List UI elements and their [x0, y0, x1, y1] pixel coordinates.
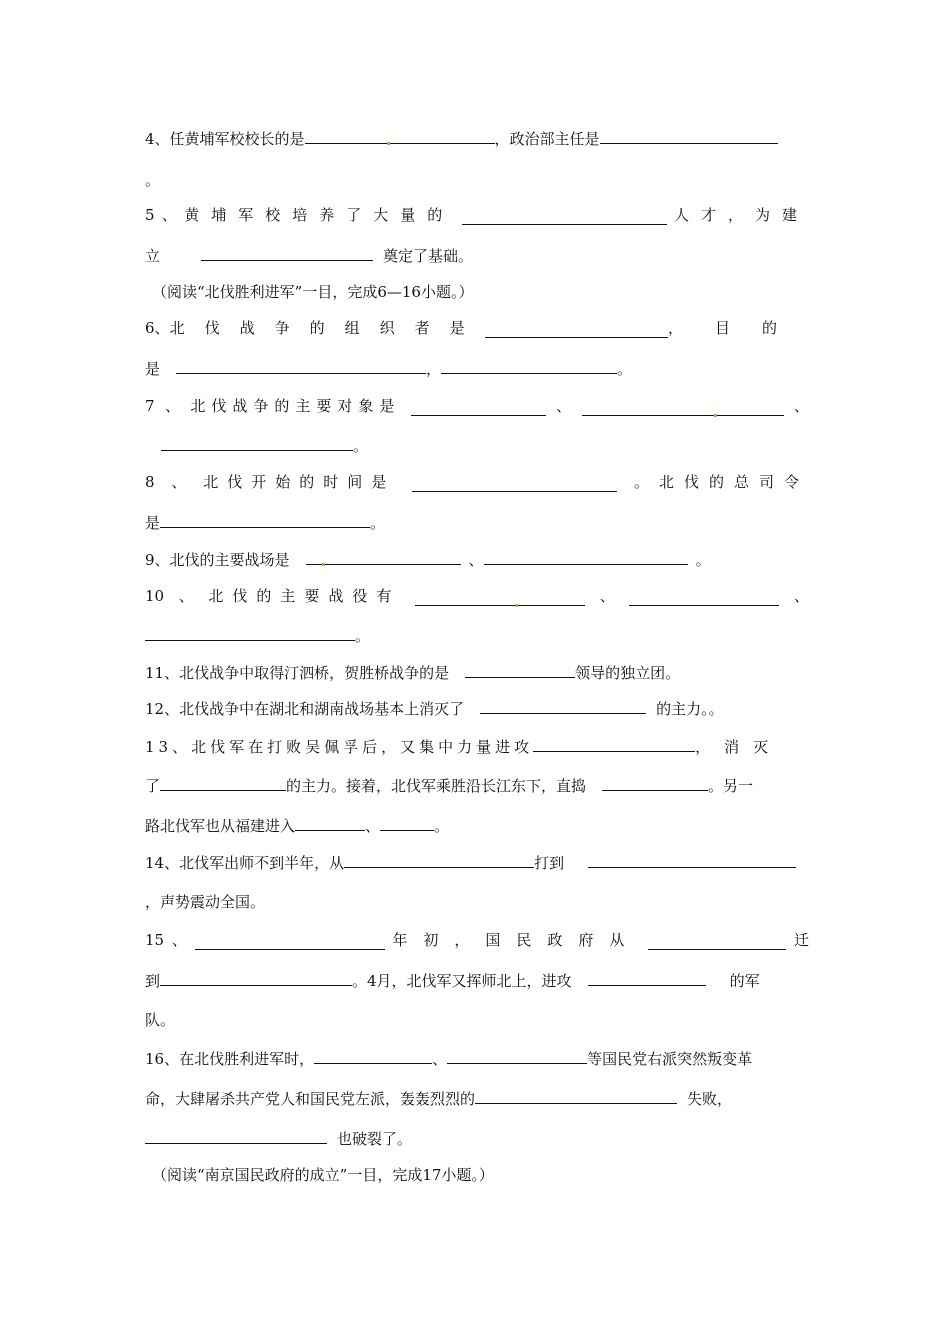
question-10-line-1 — [145, 586, 809, 606]
question-4-line-2 — [145, 170, 809, 190]
question-text: 、 — [164, 397, 180, 415]
question-16-line-2 — [145, 1088, 809, 1108]
question-text: 、 — [599, 587, 615, 605]
answer-blank[interactable] — [602, 775, 708, 791]
question-text: 、 — [161, 206, 177, 224]
question-text: 、 — [154, 319, 170, 337]
question-text: 黄埔军校培养了大量的 — [184, 206, 455, 224]
question-text: 奠定了基础。 — [383, 247, 474, 265]
answer-blank[interactable] — [295, 815, 365, 831]
question-text: 9、北伐的主要战场是 — [145, 551, 290, 569]
question-text: 了 — [145, 777, 161, 795]
answer-blank[interactable] — [462, 209, 667, 225]
question-11 — [145, 662, 809, 682]
question-text: ， — [426, 360, 442, 378]
question-text: 北伐战争的组织者是 — [169, 319, 485, 337]
question-text: 失败， — [687, 1090, 733, 1108]
question-5-line-2 — [145, 245, 809, 265]
question-text: 、 — [793, 397, 809, 415]
answer-blank[interactable] — [161, 435, 353, 451]
question-text: 12、北伐战争中在湖北和湖南战场基本上消灭了 — [145, 700, 465, 718]
question-text: 是 — [145, 360, 161, 378]
question-text: 的军 — [729, 972, 760, 990]
question-text: 。 — [617, 360, 633, 378]
question-text: 11、北伐战争中取得汀泗桥，贺胜桥战争的是 — [145, 664, 450, 682]
question-text: 。 — [145, 171, 161, 189]
question-text: 也破裂了。 — [337, 1130, 413, 1148]
question-text: 、 — [171, 931, 187, 949]
question-8-line-2 — [145, 512, 809, 532]
question-6-line-2 — [145, 358, 809, 378]
question-number: 10 — [145, 587, 165, 605]
question-text: 北伐的主要战役有 — [208, 587, 401, 605]
question-text: 路北伐军也从福建进入 — [145, 817, 296, 835]
question-14-line-1 — [145, 852, 809, 872]
answer-blank[interactable] — [160, 970, 352, 986]
answer-blank[interactable] — [380, 815, 434, 831]
question-text: 、 — [178, 587, 194, 605]
answer-blank[interactable] — [441, 358, 617, 374]
answer-blank[interactable] — [201, 245, 373, 261]
question-text: 16、在北伐胜利进军时， — [145, 1050, 315, 1068]
answer-blank[interactable] — [411, 400, 546, 416]
question-13-line-2 — [145, 775, 809, 795]
answer-blank[interactable] — [176, 358, 426, 374]
question-text: 13、北伐军在打败吴佩孚后，又集中力量进攻 — [145, 738, 534, 756]
question-text: 队。 — [145, 1011, 176, 1029]
question-text: 命，大肆屠杀共产党人和国民党左派，轰轰烈烈的 — [145, 1090, 476, 1108]
answer-blank[interactable] — [447, 1048, 587, 1064]
question-number: 5 — [145, 206, 155, 224]
answer-blank[interactable] — [588, 970, 706, 986]
question-text: ，消灭 — [695, 738, 783, 756]
question-text: 、 — [432, 1050, 448, 1068]
question-number: 7 — [145, 397, 155, 415]
question-10-line-2 — [145, 625, 809, 645]
question-4-line-1 — [145, 128, 809, 148]
question-6-line-1 — [145, 318, 809, 338]
question-text: 、 — [556, 397, 572, 415]
question-7-line-1 — [145, 396, 809, 416]
question-text: 。 — [355, 627, 371, 645]
question-7-line-2 — [145, 435, 809, 455]
question-text: 、 — [171, 473, 187, 491]
answer-blank[interactable] — [160, 512, 370, 528]
question-text: 、 — [793, 587, 809, 605]
answer-blank[interactable] — [195, 934, 385, 950]
question-text: 的主力。。 — [656, 700, 724, 718]
question-text: 北伐战争的主要对象是 — [190, 397, 401, 415]
question-text: 到 — [145, 972, 161, 990]
question-15-line-3 — [145, 1010, 809, 1030]
question-text: ，目的 — [667, 319, 809, 337]
answer-blank[interactable] — [484, 549, 688, 565]
question-5-line-1 — [145, 205, 809, 225]
question-text: 北伐开始的时间是 — [203, 473, 396, 491]
question-15-line-2 — [145, 970, 809, 990]
answer-blank[interactable] — [145, 625, 355, 641]
question-number: 6 — [145, 319, 155, 337]
question-text: 。北伐的总司令 — [633, 473, 809, 491]
answer-blank[interactable] — [629, 590, 779, 606]
answer-blank[interactable] — [475, 1088, 677, 1104]
question-text: 14、北伐军出师不到半年，从 — [145, 854, 345, 872]
question-text: 。 — [353, 437, 369, 455]
question-text: 打到 — [534, 854, 565, 872]
question-number: 8 — [145, 473, 155, 491]
question-text: 。4月，北伐军又挥师北上，进攻 — [352, 972, 572, 990]
question-text: 年初，国民政府从 — [392, 931, 641, 949]
question-number: 15 — [145, 931, 165, 949]
question-13-line-1 — [145, 736, 809, 756]
question-13-line-3 — [145, 815, 809, 835]
answer-blank[interactable] — [588, 852, 796, 868]
answer-blank[interactable] — [600, 128, 778, 144]
question-text: 的主力。接着，北伐军乘胜沿长江东下，直捣 — [286, 777, 587, 795]
question-text: 、 — [365, 817, 381, 835]
answer-blank[interactable] — [160, 775, 286, 791]
question-text: 。另一 — [708, 777, 754, 795]
reading-note-17: （阅读“南京国民政府的成立”一目，完成17小题。） — [152, 1166, 494, 1184]
question-text: 、 — [468, 551, 484, 569]
question-14-line-2 — [145, 892, 809, 912]
answer-blank[interactable] — [306, 549, 461, 565]
question-9 — [145, 549, 809, 569]
question-text: 立 — [145, 247, 161, 265]
question-text: ，声势震动全国。 — [145, 893, 266, 911]
question-text: 人才，为建 — [673, 206, 809, 224]
answer-blank[interactable] — [305, 128, 495, 144]
answer-blank[interactable] — [344, 852, 534, 868]
question-text: 迁 — [793, 931, 809, 949]
question-text: 。 — [434, 817, 450, 835]
answer-blank[interactable] — [648, 934, 786, 950]
question-text: 领导的独立团。 — [575, 664, 681, 682]
answer-blank[interactable] — [533, 736, 695, 752]
question-text: 是 — [145, 514, 161, 532]
question-12 — [145, 698, 809, 718]
question-8-line-1 — [145, 472, 809, 492]
answer-blank[interactable] — [485, 322, 668, 338]
answer-blank[interactable] — [145, 1128, 327, 1144]
question-16-line-1 — [145, 1048, 809, 1068]
answer-blank[interactable] — [415, 590, 585, 606]
answer-blank[interactable] — [582, 400, 784, 416]
answer-blank[interactable] — [480, 698, 646, 714]
question-15-line-1 — [145, 930, 809, 950]
answer-blank[interactable] — [465, 662, 575, 678]
answer-blank[interactable] — [412, 476, 617, 492]
question-text: 。 — [695, 551, 711, 569]
question-text: 4、任黄埔军校校长的是 — [145, 130, 305, 148]
question-text: ，政治部主任是 — [494, 130, 600, 148]
answer-blank[interactable] — [314, 1048, 432, 1064]
question-text: 。 — [370, 514, 386, 532]
reading-note-6-16: （阅读“北伐胜利进军”一目，完成6—16小题。） — [152, 283, 474, 301]
question-16-line-3 — [145, 1128, 809, 1148]
question-text: 等国民党右派突然叛变革 — [587, 1050, 753, 1068]
